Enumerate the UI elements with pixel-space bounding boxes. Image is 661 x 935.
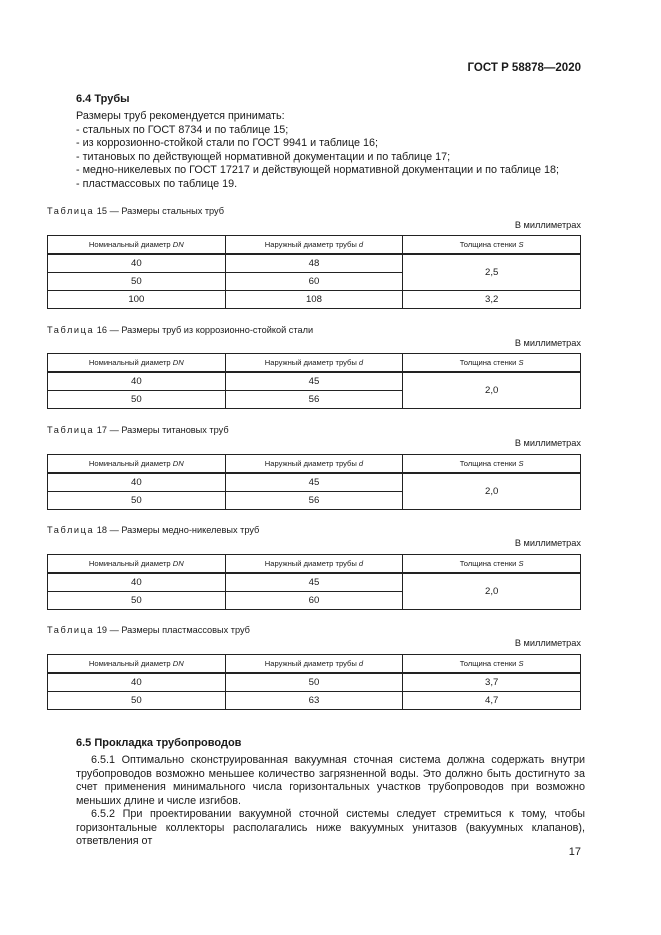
list-item: - титановых по действующей нормативной документации и по таблице 17; xyxy=(76,150,451,163)
paragraph-6-5-2: 6.5.2 При проектировании вакуумной сточной системы следует стремиться к тому, чтобы горизонтальные коллекторы располагались ниже вакуумных унитазов (вакуумных клапанов), ответвления от xyxy=(76,808,585,848)
table-cell: 50 xyxy=(48,273,226,291)
table-cell: 40 xyxy=(48,372,226,391)
column-header: Толщина стенки S xyxy=(403,455,581,474)
table-15-unit: В миллиметрах xyxy=(514,220,581,230)
table-cell: 40 xyxy=(48,573,226,592)
table-cell: 3,7 xyxy=(403,673,581,692)
section-6-5-title: 6.5 Прокладка трубопроводов xyxy=(76,737,242,749)
table-17 xyxy=(47,454,581,510)
table-cell: 100 xyxy=(48,291,226,309)
column-header: Толщина стенки S xyxy=(403,555,581,574)
pipe-sizes-list xyxy=(76,124,559,191)
table-17-caption: Таблица 17 — Размеры титановых труб xyxy=(47,425,229,435)
table-row xyxy=(48,692,581,710)
column-header: Номинальный диаметр DN xyxy=(48,555,226,574)
column-header: Наружный диаметр трубы d xyxy=(225,655,403,674)
table-cell: 4,7 xyxy=(403,692,581,710)
column-header: Толщина стенки S xyxy=(403,236,581,255)
table-row xyxy=(48,673,581,692)
table-cell: 40 xyxy=(48,254,226,273)
table-cell: 56 xyxy=(225,391,403,409)
table-cell: 60 xyxy=(225,273,403,291)
table-16 xyxy=(47,353,581,409)
list-item: - пластмассовых по таблице 19. xyxy=(76,177,238,190)
table-16-unit: В миллиметрах xyxy=(514,338,581,348)
column-header: Номинальный диаметр DN xyxy=(48,236,226,255)
table-cell: 45 xyxy=(225,573,403,592)
list-item: - из коррозионно-стойкой стали по ГОСТ 9941 и таблице 16; xyxy=(76,137,379,150)
table-cell: 2,0 xyxy=(403,372,581,409)
list-item: - медно-никелевых по ГОСТ 17217 и действующей нормативной документации и по таблице 18; xyxy=(76,164,559,177)
table-19 xyxy=(47,654,581,710)
table-cell: 2,0 xyxy=(403,473,581,510)
table-cell: 50 xyxy=(48,692,226,710)
table-cell: 2,5 xyxy=(403,254,581,291)
table-row xyxy=(48,291,581,309)
column-header: Наружный диаметр трубы d xyxy=(225,555,403,574)
column-header: Наружный диаметр трубы d xyxy=(225,354,403,373)
standard-header: ГОСТ Р 58878—2020 xyxy=(467,62,581,74)
table-cell: 48 xyxy=(225,254,403,273)
table-18-unit: В миллиметрах xyxy=(514,538,581,548)
table-16-caption: Таблица 16 — Размеры труб из коррозионно-стойкой стали xyxy=(47,325,314,335)
column-header: Номинальный диаметр DN xyxy=(48,354,226,373)
section-6-4-intro: Размеры труб рекомендуется принимать: xyxy=(76,110,285,122)
table-cell: 40 xyxy=(48,673,226,692)
table-row xyxy=(48,254,581,273)
column-header: Толщина стенки S xyxy=(403,354,581,373)
table-row xyxy=(48,573,581,592)
table-cell: 50 xyxy=(48,592,226,610)
table-18-caption: Таблица 18 — Размеры медно-никелевых труб xyxy=(47,525,260,535)
list-item: - стальных по ГОСТ 8734 и по таблице 15; xyxy=(76,124,289,136)
table-cell: 50 xyxy=(225,673,403,692)
table-18 xyxy=(47,554,581,610)
table-cell: 40 xyxy=(48,473,226,492)
table-17-unit: В миллиметрах xyxy=(514,438,581,448)
table-cell: 3,2 xyxy=(403,291,581,309)
table-cell: 56 xyxy=(225,492,403,510)
table-cell: 45 xyxy=(225,372,403,391)
column-header: Наружный диаметр трубы d xyxy=(225,236,403,255)
table-15 xyxy=(47,235,581,309)
page-number: 17 xyxy=(568,846,581,858)
paragraph-6-5-1: 6.5.1 Оптимально сконструированная вакуумная сточная система должна содержать внутри трубопроводов возможно меньшее количество загрязненной воды. Это должно быть достигнуто за счет применения минимального числа горизонтальных участков трубопроводов при возможно меньших длине и числе изгибов. xyxy=(76,754,585,808)
table-cell: 108 xyxy=(225,291,403,309)
table-15-caption: Таблица 15 — Размеры стальных труб xyxy=(47,206,225,216)
table-cell: 45 xyxy=(225,473,403,492)
table-19-caption: Таблица 19 — Размеры пластмассовых труб xyxy=(47,625,250,635)
column-header: Толщина стенки S xyxy=(403,655,581,674)
column-header: Номинальный диаметр DN xyxy=(48,655,226,674)
table-19-unit: В миллиметрах xyxy=(514,638,581,648)
table-cell: 2,0 xyxy=(403,573,581,610)
table-row xyxy=(48,473,581,492)
table-cell: 50 xyxy=(48,492,226,510)
table-cell: 63 xyxy=(225,692,403,710)
column-header: Наружный диаметр трубы d xyxy=(225,455,403,474)
table-cell: 50 xyxy=(48,391,226,409)
column-header: Номинальный диаметр DN xyxy=(48,455,226,474)
section-6-4-title: 6.4 Трубы xyxy=(76,93,130,105)
table-cell: 60 xyxy=(225,592,403,610)
table-row xyxy=(48,372,581,391)
